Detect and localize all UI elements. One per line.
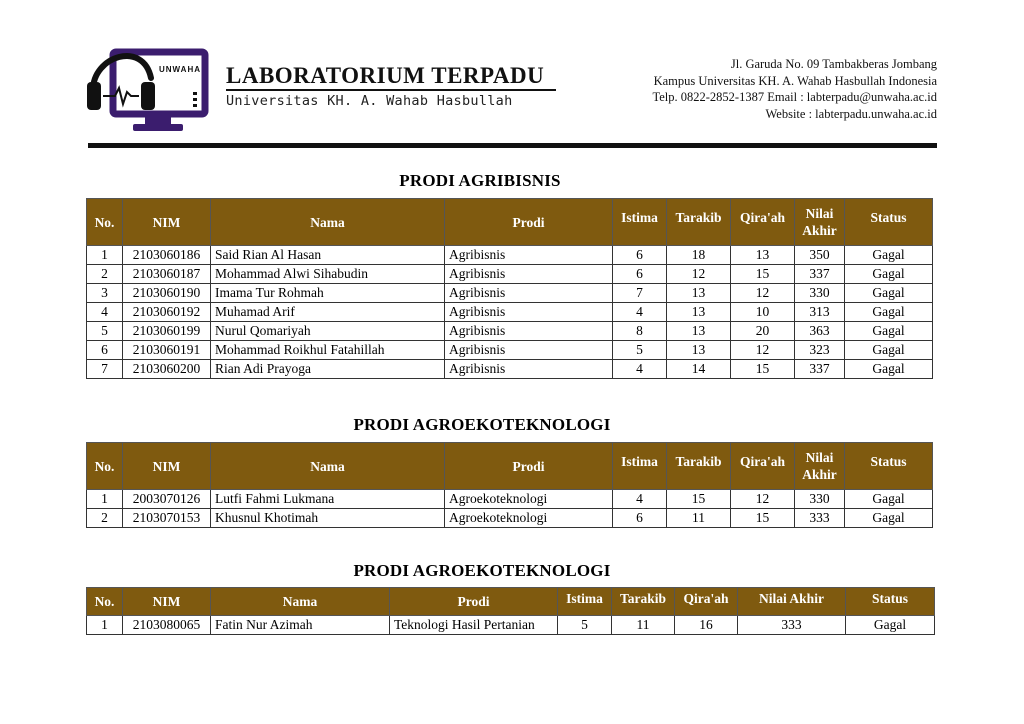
results-table-agroekoteknologi — [86, 442, 933, 528]
cell-nim: 2103060190 — [123, 284, 211, 303]
col-qiraah: Qira'ah — [731, 199, 795, 246]
col-istima: Istima — [558, 588, 612, 616]
cell-qiraah: 20 — [731, 322, 795, 341]
cell-tarakib: 12 — [667, 265, 731, 284]
table-row — [87, 509, 933, 528]
cell-status: Gagal — [846, 616, 935, 635]
cell-status: Gagal — [845, 509, 933, 528]
col-qiraah: Qira'ah — [731, 443, 795, 490]
table-row — [87, 303, 933, 322]
col-tarakib: Tarakib — [667, 443, 731, 490]
results-table-agribisnis — [86, 198, 933, 379]
col-nim: NIM — [123, 443, 211, 490]
cell-tarakib: 13 — [667, 341, 731, 360]
cell-tarakib: 13 — [667, 303, 731, 322]
headphone-monitor-logo-icon — [85, 38, 210, 134]
results-table-thp — [86, 587, 935, 635]
cell-no: 1 — [87, 246, 123, 265]
cell-tarakib: 14 — [667, 360, 731, 379]
cell-prodi: Agribisnis — [445, 322, 613, 341]
cell-nim: 2103060192 — [123, 303, 211, 322]
cell-nilai-akhir: 337 — [795, 265, 845, 284]
col-nama: Nama — [211, 443, 445, 490]
cell-no: 1 — [87, 616, 123, 635]
cell-nilai-akhir: 333 — [795, 509, 845, 528]
contact-campus: Kampus Universitas KH. A. Wahab Hasbullah Indonesia — [653, 73, 937, 88]
cell-nim: 2103080065 — [123, 616, 211, 635]
cell-tarakib: 15 — [667, 490, 731, 509]
cell-istima: 7 — [613, 284, 667, 303]
col-nim: NIM — [123, 199, 211, 246]
col-prodi: Prodi — [390, 588, 558, 616]
cell-qiraah: 15 — [731, 360, 795, 379]
col-prodi: Prodi — [445, 443, 613, 490]
cell-nilai-akhir: 363 — [795, 322, 845, 341]
cell-no: 3 — [87, 284, 123, 303]
cell-istima: 8 — [613, 322, 667, 341]
cell-no: 1 — [87, 490, 123, 509]
cell-nim: 2103060199 — [123, 322, 211, 341]
table-header-row — [87, 588, 935, 616]
table-row — [87, 246, 933, 265]
cell-status: Gagal — [845, 246, 933, 265]
col-status: Status — [845, 199, 933, 246]
cell-nama: Imama Tur Rohmah — [211, 284, 445, 303]
cell-qiraah: 15 — [731, 265, 795, 284]
cell-no: 2 — [87, 509, 123, 528]
col-nama: Nama — [211, 588, 390, 616]
cell-nama: Said Rian Al Hasan — [211, 246, 445, 265]
cell-nilai-akhir: 337 — [795, 360, 845, 379]
cell-qiraah: 15 — [731, 509, 795, 528]
cell-nama: Khusnul Khotimah — [211, 509, 445, 528]
cell-nim: 2103060191 — [123, 341, 211, 360]
cell-istima: 6 — [613, 246, 667, 265]
cell-no: 2 — [87, 265, 123, 284]
col-no: No. — [87, 199, 123, 246]
cell-status: Gagal — [845, 322, 933, 341]
cell-nim: 2103070153 — [123, 509, 211, 528]
contact-address: Jl. Garuda No. 09 Tambakberas Jombang — [730, 57, 937, 71]
cell-nim: 2103060186 — [123, 246, 211, 265]
table-row — [87, 360, 933, 379]
cell-nama: Nurul Qomariyah — [211, 322, 445, 341]
lab-title-underline — [226, 89, 556, 91]
table-header-row — [87, 199, 933, 246]
cell-nama: Mohammad Alwi Sihabudin — [211, 265, 445, 284]
col-istima: Istima — [613, 443, 667, 490]
col-prodi: Prodi — [445, 199, 613, 246]
cell-nama: Mohammad Roikhul Fatahillah — [211, 341, 445, 360]
cell-istima: 4 — [613, 303, 667, 322]
cell-nama: Lutfi Fahmi Lukmana — [211, 490, 445, 509]
logo-text: UNWAHA — [159, 65, 201, 74]
col-tarakib: Tarakib — [612, 588, 675, 616]
cell-qiraah: 12 — [731, 490, 795, 509]
table-row — [87, 341, 933, 360]
table-row — [87, 265, 933, 284]
cell-prodi: Agroekoteknologi — [445, 509, 613, 528]
cell-prodi: Agribisnis — [445, 265, 613, 284]
cell-status: Gagal — [845, 341, 933, 360]
col-nilai-akhir: Nilai Akhir — [795, 443, 845, 490]
col-nama: Nama — [211, 199, 445, 246]
cell-nilai-akhir: 323 — [795, 341, 845, 360]
cell-tarakib: 18 — [667, 246, 731, 265]
cell-nilai-akhir: 333 — [738, 616, 846, 635]
cell-qiraah: 16 — [675, 616, 738, 635]
table-header-row — [87, 443, 933, 490]
cell-istima: 4 — [613, 360, 667, 379]
cell-istima: 5 — [613, 341, 667, 360]
header-divider — [88, 143, 937, 148]
col-qiraah: Qira'ah — [675, 588, 738, 616]
cell-qiraah: 12 — [731, 341, 795, 360]
section-title-thp: PRODI AGROEKOTEKNOLOGI — [353, 561, 611, 580]
col-istima: Istima — [613, 199, 667, 246]
lab-title: LABORATORIUM TERPADU — [226, 63, 545, 88]
lab-subtitle: Universitas KH. A. Wahab Hasbullah — [226, 93, 513, 109]
cell-nim: 2103060187 — [123, 265, 211, 284]
section-title-agribisnis: PRODI AGRIBISNIS — [399, 171, 561, 190]
cell-nilai-akhir: 313 — [795, 303, 845, 322]
col-nim: NIM — [123, 588, 211, 616]
cell-istima: 4 — [613, 490, 667, 509]
cell-no: 6 — [87, 341, 123, 360]
contact-website: Website : labterpadu.unwaha.ac.id — [765, 106, 937, 121]
cell-prodi: Agribisnis — [445, 341, 613, 360]
col-nilai-akhir: Nilai Akhir — [795, 199, 845, 246]
cell-status: Gagal — [845, 303, 933, 322]
table-row — [87, 616, 935, 635]
cell-qiraah: 12 — [731, 284, 795, 303]
cell-nama: Muhamad Arif — [211, 303, 445, 322]
table-row — [87, 284, 933, 303]
cell-tarakib: 13 — [667, 322, 731, 341]
letterhead — [85, 38, 937, 148]
cell-nilai-akhir: 330 — [795, 284, 845, 303]
col-status: Status — [846, 588, 935, 616]
table-row — [87, 490, 933, 509]
col-nilai-akhir: Nilai Akhir — [738, 588, 846, 616]
cell-istima: 6 — [613, 509, 667, 528]
cell-status: Gagal — [845, 265, 933, 284]
cell-prodi: Agroekoteknologi — [445, 490, 613, 509]
contact-phone-email: Telp. 0822-2852-1387 Email : labterpadu@unwaha.ac.id — [652, 90, 937, 104]
col-no: No. — [87, 588, 123, 616]
col-tarakib: Tarakib — [667, 199, 731, 246]
cell-tarakib: 11 — [612, 616, 675, 635]
cell-no: 5 — [87, 322, 123, 341]
cell-nama: Rian Adi Prayoga — [211, 360, 445, 379]
cell-tarakib: 13 — [667, 284, 731, 303]
cell-nim: 2103060200 — [123, 360, 211, 379]
cell-qiraah: 13 — [731, 246, 795, 265]
cell-no: 4 — [87, 303, 123, 322]
cell-nilai-akhir: 330 — [795, 490, 845, 509]
cell-prodi: Agribisnis — [445, 246, 613, 265]
cell-tarakib: 11 — [667, 509, 731, 528]
cell-prodi: Agribisnis — [445, 284, 613, 303]
cell-status: Gagal — [845, 490, 933, 509]
cell-nilai-akhir: 350 — [795, 246, 845, 265]
cell-status: Gagal — [845, 360, 933, 379]
cell-status: Gagal — [845, 284, 933, 303]
cell-prodi: Agribisnis — [445, 303, 613, 322]
cell-nim: 2003070126 — [123, 490, 211, 509]
table-row — [87, 322, 933, 341]
cell-qiraah: 10 — [731, 303, 795, 322]
cell-istima: 6 — [613, 265, 667, 284]
cell-nama: Fatin Nur Azimah — [211, 616, 390, 635]
section-title-agroekoteknologi: PRODI AGROEKOTEKNOLOGI — [353, 415, 611, 434]
cell-prodi: Teknologi Hasil Pertanian — [390, 616, 558, 635]
contact-block — [652, 56, 937, 122]
cell-no: 7 — [87, 360, 123, 379]
col-no: No. — [87, 443, 123, 490]
cell-istima: 5 — [558, 616, 612, 635]
col-status: Status — [845, 443, 933, 490]
cell-prodi: Agribisnis — [445, 360, 613, 379]
